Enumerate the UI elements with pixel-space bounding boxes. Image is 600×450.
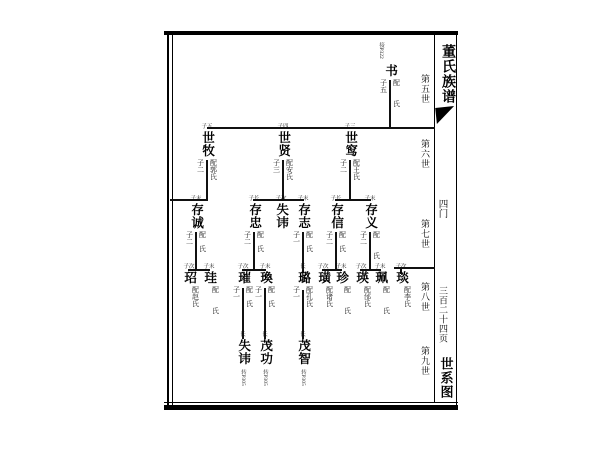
spouse-name: 配 氏 [256, 231, 265, 252]
person-node [179, 264, 200, 307]
person-name: 世窎 [343, 131, 358, 157]
spouse-name: 配安氏 [285, 159, 294, 180]
page-border-bottom-thin [164, 402, 458, 403]
generation-label-7: 第七世 [420, 219, 430, 249]
person-node [326, 196, 347, 252]
person-node [360, 196, 381, 259]
person-node [274, 196, 287, 229]
generation-label-5: 第五世 [420, 74, 430, 104]
person-name: 茂智 [296, 339, 311, 365]
sons-count: 子三 [272, 159, 281, 173]
person-node [273, 124, 294, 180]
page-cross-reference: 转P305 [262, 369, 268, 386]
birth-rank: 长 [262, 332, 268, 338]
birth-rank: 子长 [248, 196, 260, 202]
birth-rank: 长 [300, 332, 306, 338]
birth-rank: 子长 [330, 196, 342, 202]
birth-rank: 子次 [395, 264, 407, 270]
person-name: 存志 [296, 203, 311, 229]
page-cross-reference: 转P305 [240, 369, 246, 386]
sons-count: 子五 [379, 79, 388, 93]
sons-count: 子二 [243, 231, 252, 245]
person-node [340, 124, 361, 180]
person-node [199, 264, 220, 314]
birth-rank: 子五 [201, 124, 213, 130]
birth-rank: 子次 [237, 264, 249, 270]
person-node [331, 264, 352, 314]
birth-rank: 子次 [317, 264, 329, 270]
sons-count: 子一 [292, 231, 301, 245]
page-cross-reference: 转P305 [300, 369, 306, 386]
sons-count [370, 286, 378, 314]
person-node [186, 196, 207, 252]
birth-rank: 子三 [344, 124, 356, 130]
person-name: 存义 [363, 203, 378, 229]
person-node [233, 264, 254, 307]
sons-count: 子二 [196, 159, 205, 173]
sons-count: 子一 [292, 286, 301, 300]
person-node [293, 264, 314, 307]
person-name: 失讳 [236, 339, 251, 365]
spouse-name: 配 氏 [305, 231, 314, 252]
fold-corner-mark [435, 106, 456, 124]
page-border-bottom-thick [164, 405, 458, 410]
spouse-name: 配王氏 [352, 159, 361, 180]
sons-count: 子一 [254, 286, 263, 300]
sidebar-divider [434, 34, 435, 403]
sons-count [391, 286, 399, 307]
person-node [370, 264, 391, 314]
person-name: 世贤 [276, 131, 291, 157]
generation-label-6: 第六世 [420, 139, 430, 169]
birth-rank: 子末 [259, 264, 271, 270]
birth-rank: 子末 [364, 196, 376, 202]
sons-count [199, 286, 207, 314]
spouse-name: 配 氏 [372, 231, 381, 259]
sons-count: 子一 [232, 286, 241, 300]
sons-count: 子二 [185, 231, 194, 245]
spouse-name: 配 氏 [198, 231, 207, 252]
spouse-name: 配郭氏 [209, 159, 218, 180]
spouse-name: 配邰氏 [363, 286, 372, 307]
generation-label-8: 第八世 [420, 282, 430, 312]
sons-count [351, 286, 359, 307]
birth-rank: 子次 [183, 264, 195, 270]
person-node [258, 332, 271, 386]
sons-count [313, 286, 321, 307]
spouse-name: 配赵氏 [191, 286, 200, 307]
connector-line [207, 127, 435, 129]
person-name: 珪 [202, 271, 217, 284]
branch-label: 四门 [436, 199, 447, 218]
person-node [380, 64, 401, 107]
person-name: 玿 [182, 271, 197, 284]
person-node [293, 196, 314, 252]
person-node [197, 124, 218, 180]
person-name: 珍 [334, 271, 349, 284]
person-name: 琰 [394, 271, 409, 284]
person-node [255, 264, 276, 307]
birth-rank: 子四 [277, 124, 289, 130]
person-name: 瑍 [258, 271, 273, 284]
generation-label-9: 第九世 [420, 346, 430, 376]
birth-rank: 子末 [335, 264, 347, 270]
sons-count [179, 286, 187, 307]
sons-count: 子二 [339, 159, 348, 173]
genealogy-title: 董氏族谱 [440, 44, 455, 104]
person-annotation [380, 79, 401, 107]
page-border-top [164, 31, 458, 35]
person-node [391, 264, 412, 307]
sons-count: 子二 [359, 231, 368, 245]
person-name: 世牧 [200, 131, 215, 157]
person-node [244, 196, 265, 252]
sons-count [331, 286, 339, 314]
person-node [296, 332, 309, 386]
person-name: 珮 [373, 271, 388, 284]
page-border-left-inner [172, 31, 173, 410]
birth-rank: 子末 [374, 264, 386, 270]
sons-count: 子二 [325, 231, 334, 245]
person-name: 存信 [329, 203, 344, 229]
spouse-name: 配孔氏 [305, 286, 314, 307]
person-node [351, 264, 372, 307]
spouse-name: 配 氏 [382, 286, 391, 314]
spouse-name: 配李氏 [403, 286, 412, 307]
person-name: 璀 [236, 271, 251, 284]
birth-rank: 子末 [190, 196, 202, 202]
person-node [236, 332, 249, 386]
person-name: 存诚 [189, 203, 204, 229]
spouse-name: 配 氏 [338, 231, 347, 252]
person-name: 存忠 [247, 203, 262, 229]
person-name: 茂功 [258, 339, 273, 365]
birth-rank: 子次 [275, 196, 287, 202]
person-name: 书 [383, 64, 398, 77]
spouse-name: 配 氏 [392, 79, 401, 107]
spouse-name: 配 氏 [211, 286, 220, 314]
birth-rank: 长 [300, 264, 306, 270]
page-cross-reference: 接P322 [378, 42, 384, 59]
chart-type-label: 世系图 [438, 357, 454, 399]
page-number: 三百二十四页 [438, 286, 448, 343]
birth-rank: 长 [240, 332, 246, 338]
birth-rank: 子末 [297, 196, 309, 202]
page-border-left-outer [167, 31, 169, 410]
birth-rank: 子末 [203, 264, 215, 270]
person-name: 璜 [316, 271, 331, 284]
spouse-name: 配 氏 [267, 286, 276, 307]
person-name: 失讳 [274, 203, 289, 229]
person-name: 瑛 [354, 271, 369, 284]
spouse-name: 配 氏 [245, 286, 254, 307]
person-name: 璐 [296, 271, 311, 284]
spouse-name: 配 氏 [343, 286, 352, 314]
spouse-name: 配诸氏 [325, 286, 334, 307]
birth-rank: 子次 [355, 264, 367, 270]
